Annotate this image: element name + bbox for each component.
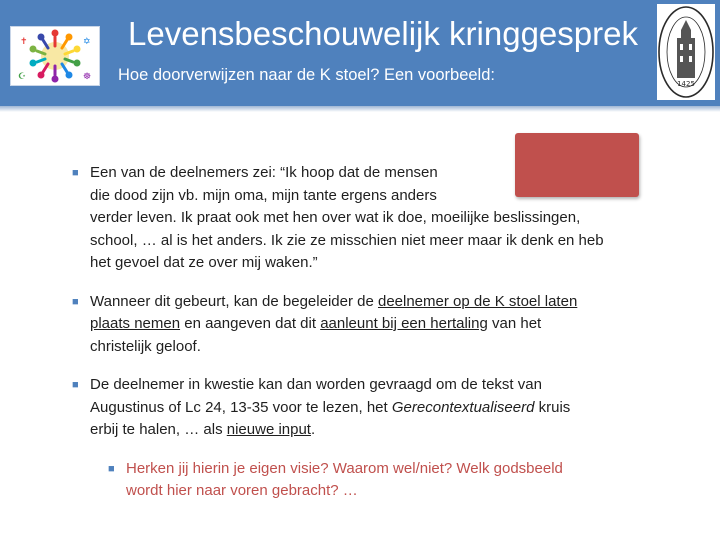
svg-text:☸: ☸ <box>83 72 92 82</box>
svg-text:1425: 1425 <box>677 80 695 88</box>
underlined-term: deelnemer op de K stoel laten <box>377 292 578 310</box>
underlined-term: aanleunt bij een hertaling <box>320 315 488 332</box>
svg-text:✝: ✝ <box>20 37 28 47</box>
kringgesprek-logo <box>10 26 100 86</box>
square-bullet-icon: ■ <box>108 462 115 475</box>
underlined-term: nieuwe input <box>226 421 311 438</box>
italic-term: Gerecontextualiseerd <box>391 398 535 416</box>
slide-title: Levensbeschouwelijk kringgesprek <box>128 15 638 52</box>
underlined-term: plaats nemen <box>90 315 181 332</box>
text-run: erbij te halen, … als <box>90 421 227 438</box>
svg-text:☪: ☪ <box>18 72 27 82</box>
svg-text:✡: ✡ <box>83 37 91 47</box>
text-line: Herken jij hierin je eigen visie? Waarom wel/niet? Welk godsbeeld <box>126 459 563 477</box>
bullet-augustinus <box>72 374 662 442</box>
text-run: Augustinus of Lc 24, 13-35 voor te lezen, het <box>90 398 392 416</box>
square-bullet-icon: ■ <box>72 295 79 308</box>
slide-body <box>72 162 662 519</box>
text-line <box>90 313 662 336</box>
square-bullet-icon: ■ <box>72 167 79 179</box>
text-line: christelijk geloof. <box>90 337 201 355</box>
text-run: en aangeven dat dit <box>180 315 321 332</box>
sub-bullet-question <box>108 458 662 503</box>
bullet-k-stoel <box>72 291 662 359</box>
text-run: . <box>310 421 316 438</box>
text-line: Een van de deelnemers zei: “Ik hoop dat de mensen <box>90 164 438 181</box>
text-line <box>90 291 662 314</box>
text-line: het gevoel dat ze over mij waken.” <box>90 254 318 271</box>
text-line: die dood zijn vb. mijn oma, mijn tante ergens anders <box>90 186 437 204</box>
slide-subtitle: Hoe doorverwijzen naar de K stoel? Een voorbeeld: <box>118 66 495 84</box>
square-bullet-icon: ■ <box>72 379 79 391</box>
text-run: van het <box>487 315 542 332</box>
text-line <box>90 419 662 442</box>
text-line: verder leven. Ik praat ook met hen over wat ik doe, moeilijke beslissingen, <box>90 209 581 226</box>
bullet-quote <box>72 162 662 275</box>
university-seal-icon <box>657 4 715 100</box>
text-line <box>90 397 662 420</box>
text-line: De deelnemer in kwestie kan dan worden gevraagd om de tekst van <box>90 376 542 393</box>
text-line: school, … al is het anders. Ik zie ze misschien niet meer maar ik denk en heb <box>90 231 604 249</box>
text-run: Wanneer dit gebeurt, kan de begeleider de <box>90 292 378 310</box>
text-run: kruis <box>534 398 571 416</box>
header-shadow <box>0 106 720 112</box>
text-line: wordt hier naar voren gebracht? … <box>126 482 358 499</box>
